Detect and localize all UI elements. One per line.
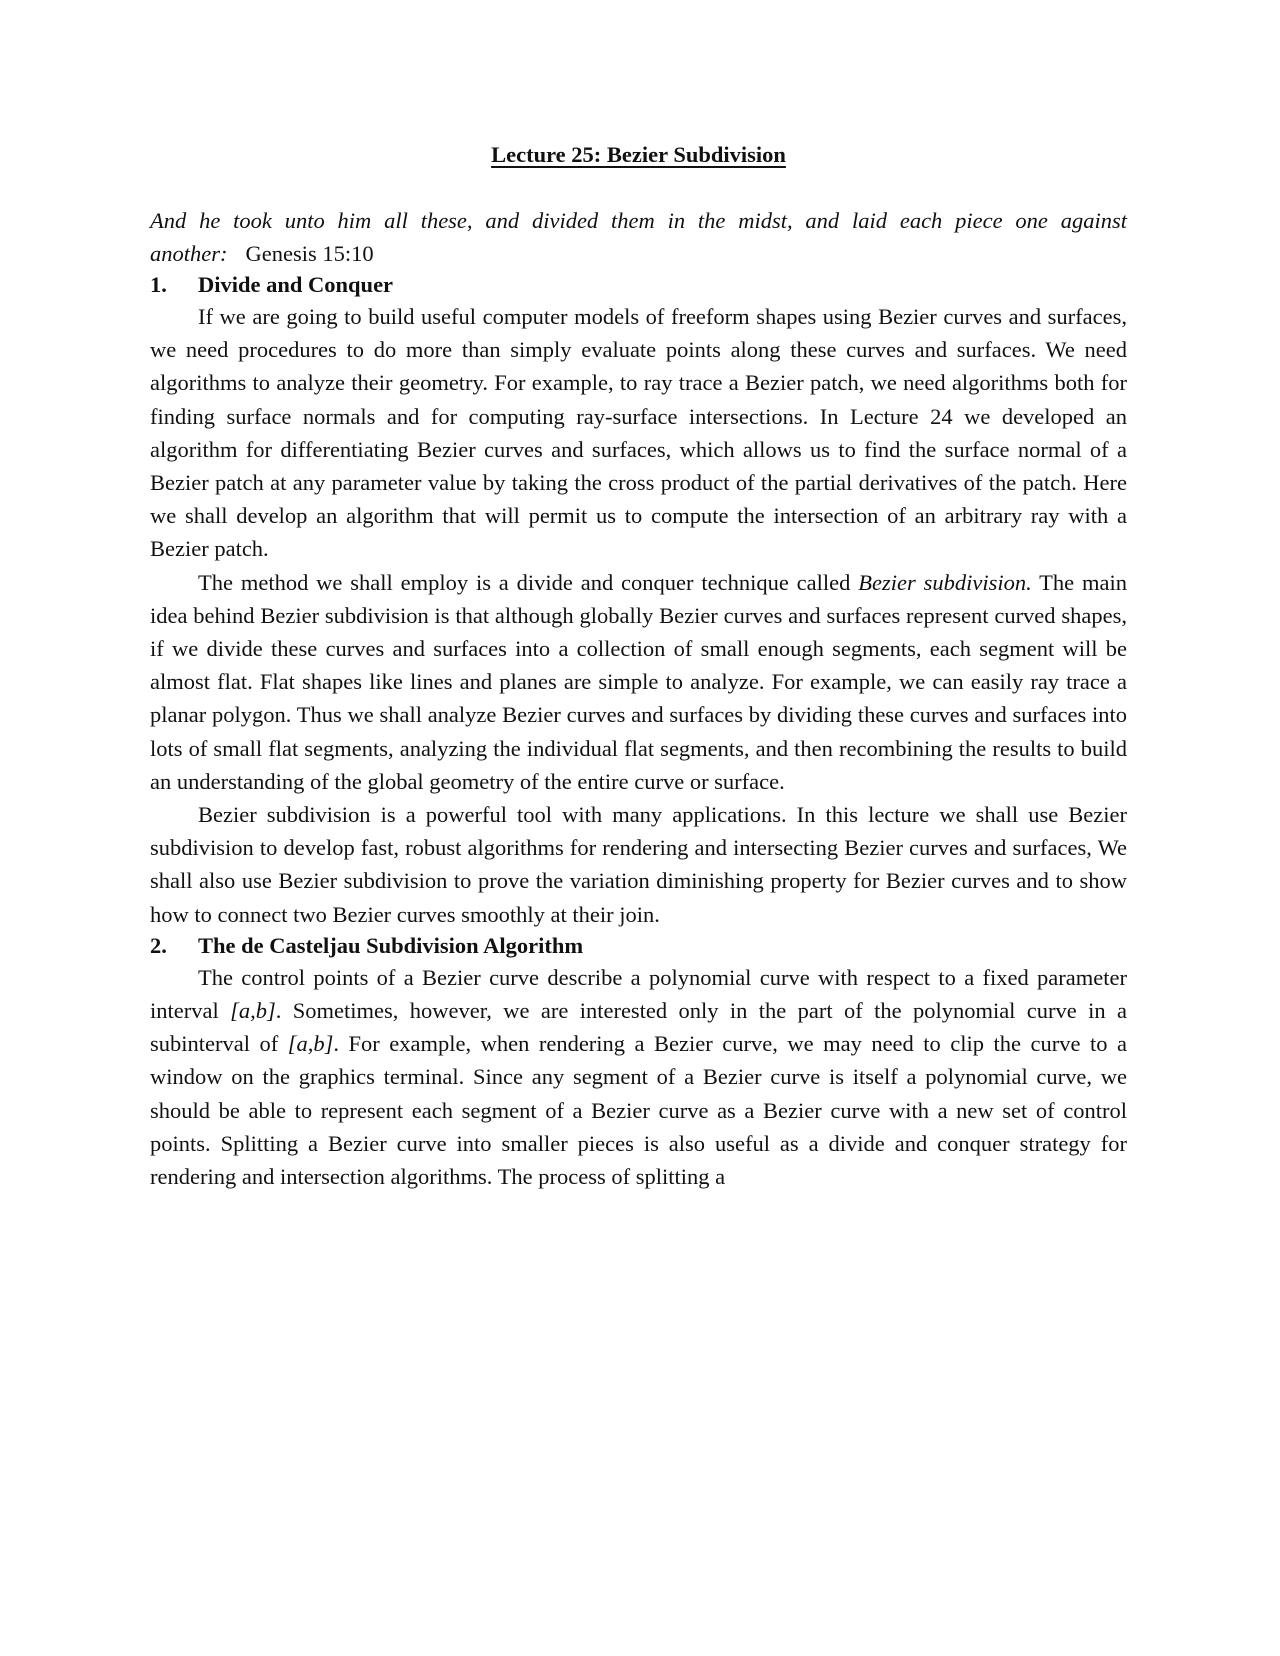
emphasized-term: Bezier subdivision.: [858, 569, 1032, 595]
page-title: Lecture 25: Bezier Subdivision: [491, 142, 786, 167]
paragraph-text: The control points of a Bezier curve describe a polynomial curve with respect to a fixed parameter interval: [150, 964, 1127, 1024]
paragraph-text: The method we shall employ is a divide and conquer technique called: [198, 569, 859, 595]
epigraph: [150, 204, 1127, 270]
section-1-paragraph-3: Bezier subdivision is a powerful tool with many applications. In this lecture we shall use Bezier subdivision to develop fast, robust algorithms for rendering and intersecting Bezier curves and surfaces, We shall also use Bezier subdivision to prove the variation diminishing property for Bezier curves and to show how to connect two Bezier curves smoothly at their join.: [150, 802, 1127, 927]
section-2-heading: [150, 931, 1127, 961]
paragraph-text: . For example, when rendering a Bezier curve, we may need to clip the curve to a window on the graphics terminal. Since any segment of a Bezier curve is itself a polynomial curve, we should be able to represent each segment of a Bezier curve as a Bezier curve with a new set of control points. Splitting a Bezier curve into smaller pieces is also useful as a divide and conquer strategy for rendering and intersection algorithms. The process of splitting a: [150, 1031, 1127, 1190]
section-1-paragraph-1: If we are going to build useful computer models of freeform shapes using Bezier curves and surfaces, we need procedures to do more than simply evaluate points along these curves and surfaces. We need algorithms to analyze their geometry. For example, to ray trace a Bezier patch, we need algorithms both for finding surface normals and for computing ray-surface intersections. In Lecture 24 we developed an algorithm for differentiating Bezier curves and surfaces, which allows us to find the surface normal of a Bezier patch at any parameter value by taking the cross product of the partial derivatives of the patch. Here we shall develop an algorithm that will permit us to compute the intersection of an arbitrary ray with a Bezier patch.: [150, 304, 1127, 562]
paragraph-text: The main idea behind Bezier subdivision is that although globally Bezier curves and surfaces represent curved shapes, if we divide these curves and surfaces into a collection of small enough segments, each segment will be almost flat. Flat shapes like lines and planes are simple to analyze. For example, we can easily ray trace a planar polygon. Thus we shall analyze Bezier curves and surfaces by dividing these curves and surfaces into lots of small flat segments, analyzing the individual flat segments, and then recombining the results to build an understanding of the global geometry of the entire curve or surface.: [150, 569, 1127, 794]
section-2-number: 2.: [150, 932, 167, 958]
math-interval: [a,b]: [287, 1031, 334, 1057]
paragraph-text: . Sometimes, however, we are interested only in the part of the polynomial curve in a subinterval of: [150, 998, 1127, 1057]
epigraph-reference: Genesis 15:10: [245, 241, 374, 266]
section-1-number: 1.: [150, 272, 167, 297]
document-page: [150, 140, 1127, 1193]
section-2-title: The de Casteljau Subdivision Algorithm: [198, 932, 584, 958]
section-1-heading: [150, 270, 1127, 300]
section-2-paragraph-1: [150, 961, 1127, 1193]
section-1-title: Divide and Conquer: [198, 272, 394, 297]
math-interval: [a,b]: [230, 998, 276, 1024]
epigraph-quote: And he took unto him all these, and divided them in the midst, and laid each piece one against another:: [150, 208, 1127, 266]
section-1-paragraph-2: [150, 566, 1127, 798]
